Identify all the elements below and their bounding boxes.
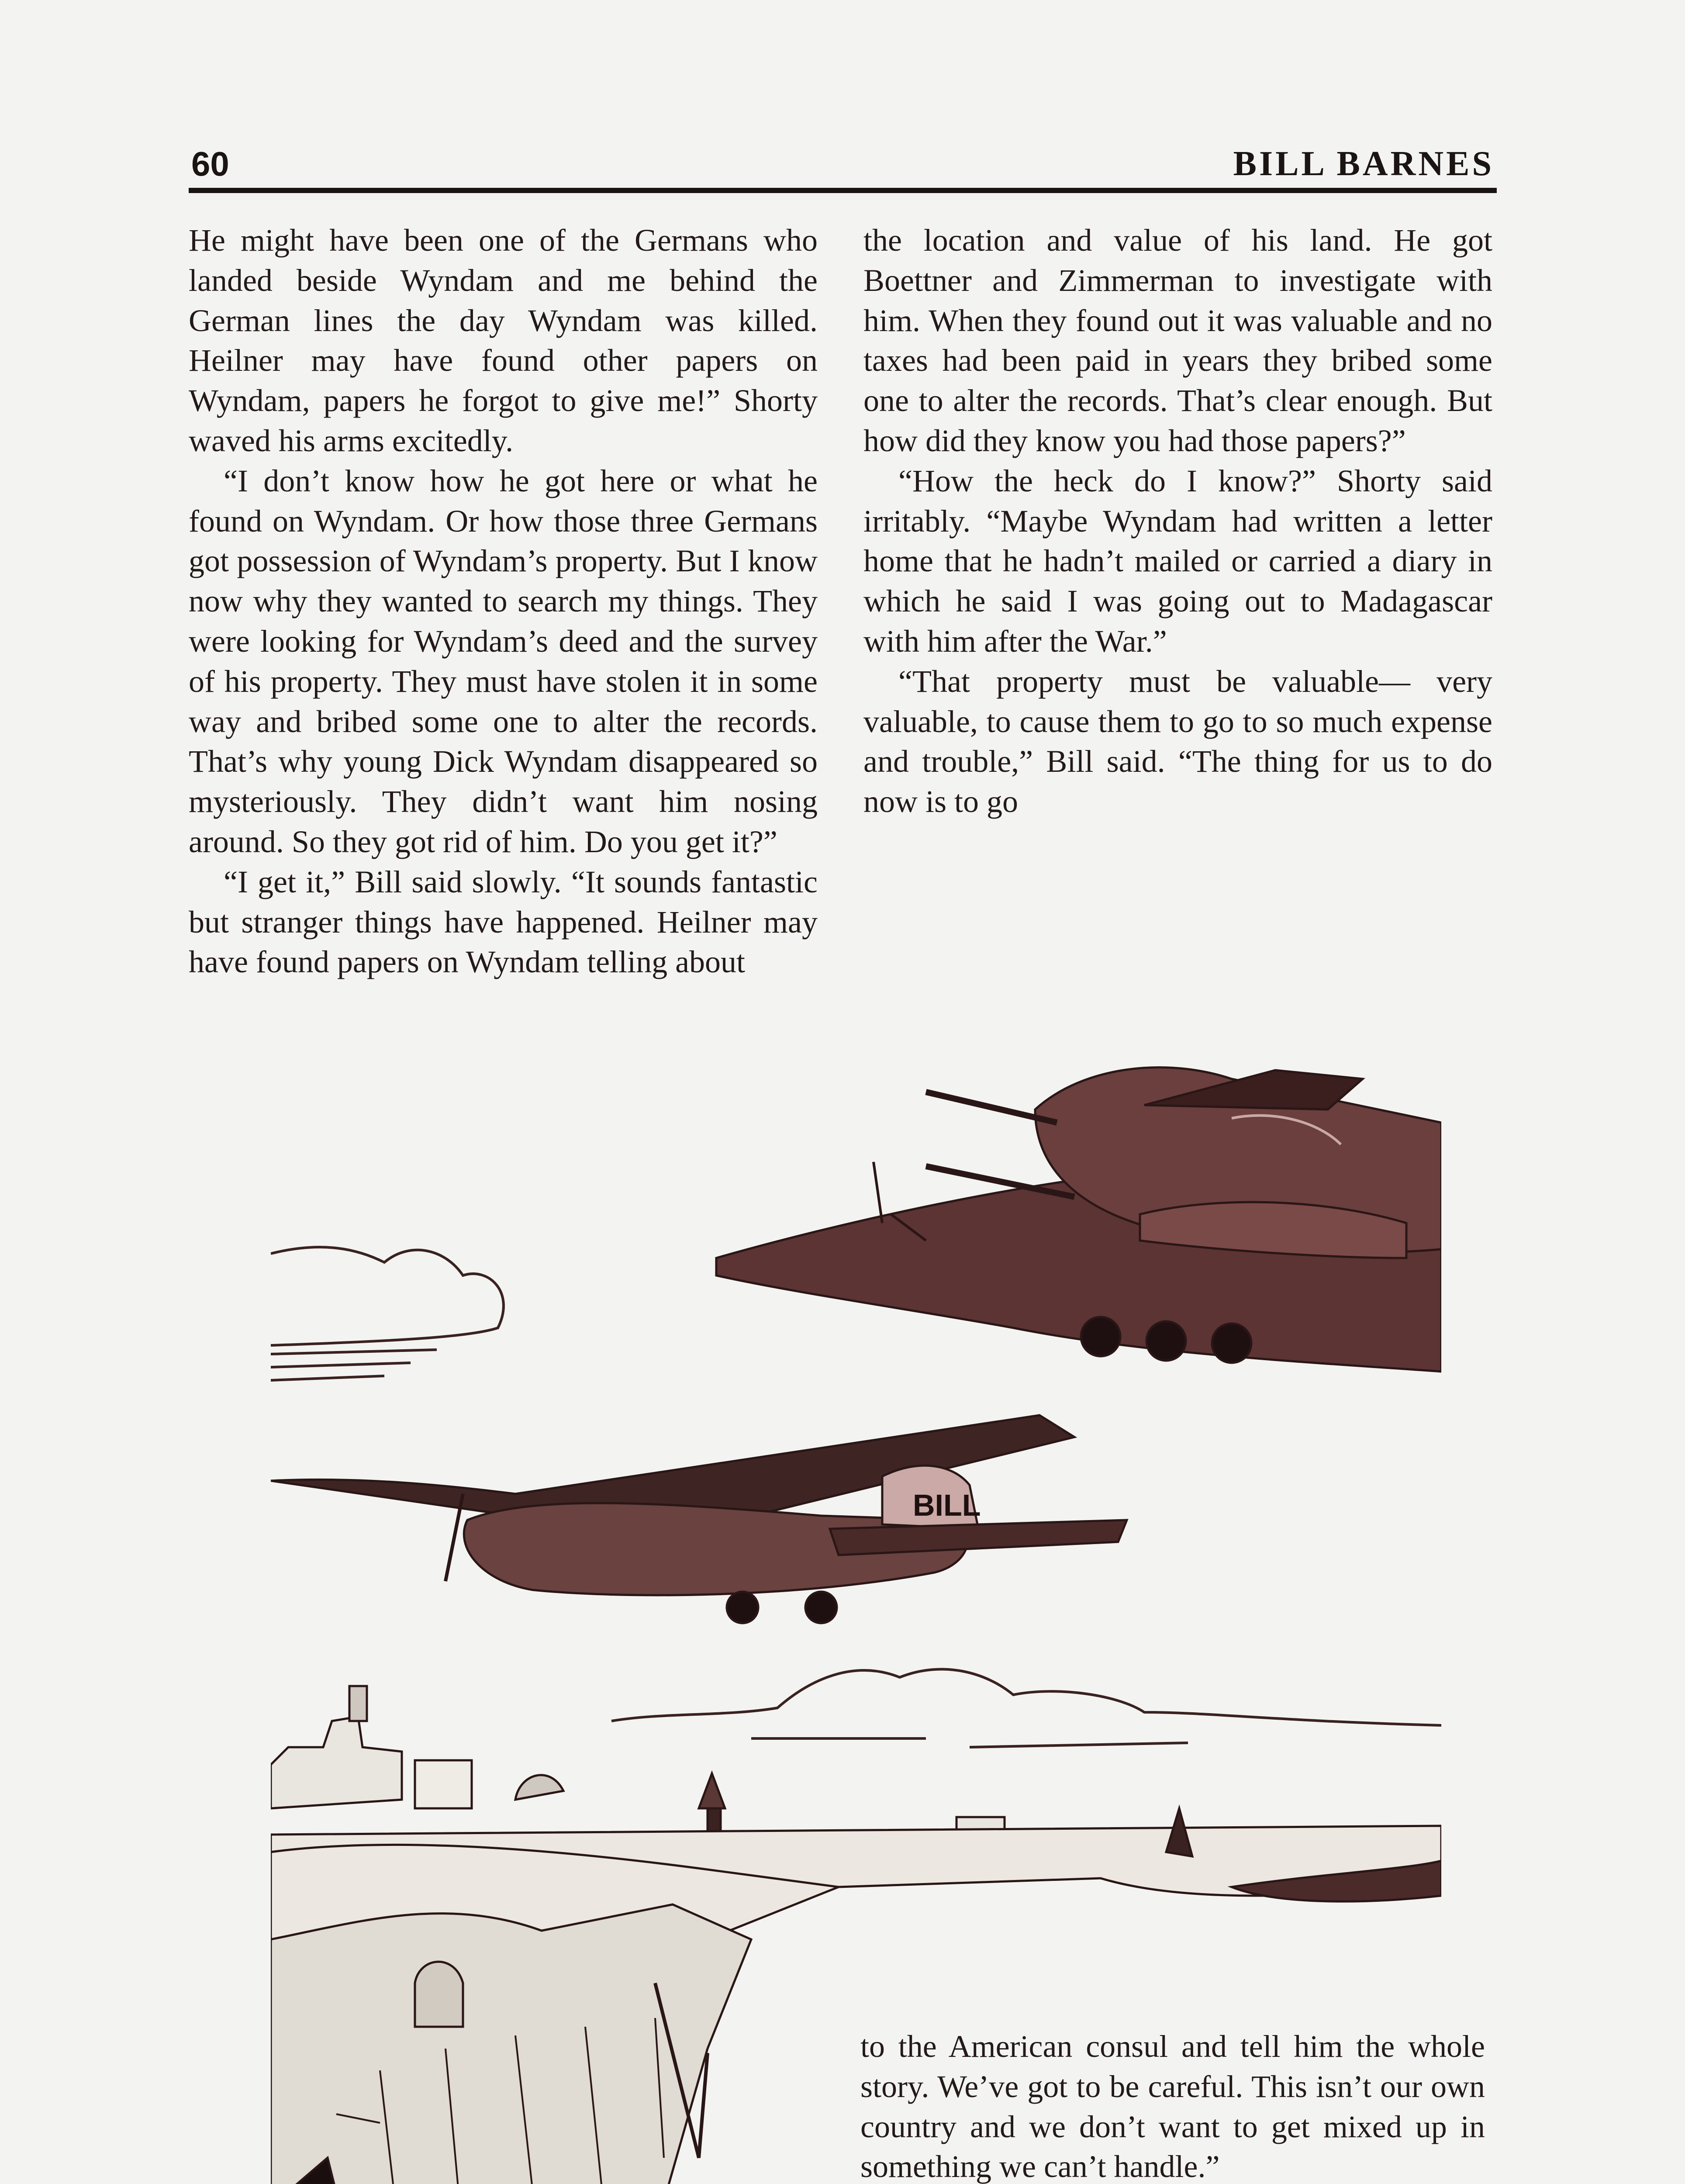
header-rule xyxy=(189,188,1497,193)
paragraph: He might have been one of the Germans who landed beside Wyndam and me behind the German lines the day Wyndam was killed. Heilner may have found other papers on Wyndam, papers he forgot to give me!” Shorty waved his arms excitedly. xyxy=(189,223,818,458)
paragraph: “That property must be valuable— very valuable, to cause them to go to so much expense and trouble,” Bill said. “The thing for us to do now is to go xyxy=(863,663,1492,819)
plane-tail-marking: BILL xyxy=(913,1488,981,1522)
paragraph: “I get it,” Bill said slowly. “It sounds fantastic but stranger things have happened. Heilner may have found papers on Wyndam telling about xyxy=(189,864,818,980)
page-number: 60 xyxy=(191,145,229,183)
right-text-column xyxy=(863,221,1492,822)
town-and-cliff-scene xyxy=(271,1686,1441,2184)
left-text-column xyxy=(189,221,818,982)
airplanes-and-town-illustration xyxy=(271,978,1441,2184)
paragraph: the location and value of his land. He got Boettner and Zimmerman to investigate with him. When they found out it was valuable and no taxes had been paid in years they bribed some one to alter the records. That’s clear enough. But how did they know you had those papers?” xyxy=(863,223,1492,458)
cloud-left xyxy=(271,1247,504,1380)
running-title: BILL BARNES xyxy=(1233,145,1494,183)
paragraph: “I don’t know how he got here or what he found on Wyndam. Or how those three Germans got possession of Wyndam’s property. But I know now why they wanted to search my things. They were looking for Wyndam’s deed and the survey of his property. They must have stolen it in some way and bribed some one to alter the records. That’s why young Dick Wyndam disappeared so mysteriously. They didn’t want him nosing around. So they got rid of him. Do you get it?” xyxy=(189,463,818,859)
bomber-plane xyxy=(716,1068,1441,1372)
paragraph: to the American consul and tell him the whole story. We’ve got to be careful. This isn’t our own country and we don’t want to get mixed up in something we can’t handle.” xyxy=(860,2029,1485,2184)
bill-plane xyxy=(271,1415,1127,1623)
paragraph: “How the heck do I know?” Shorty said irritably. “Maybe Wyndam had written a letter home that he hadn’t mailed or carried a diary in which he said I was going out to Madagascar with him after the War.” xyxy=(863,463,1492,659)
cloud-right xyxy=(611,1669,1441,1747)
